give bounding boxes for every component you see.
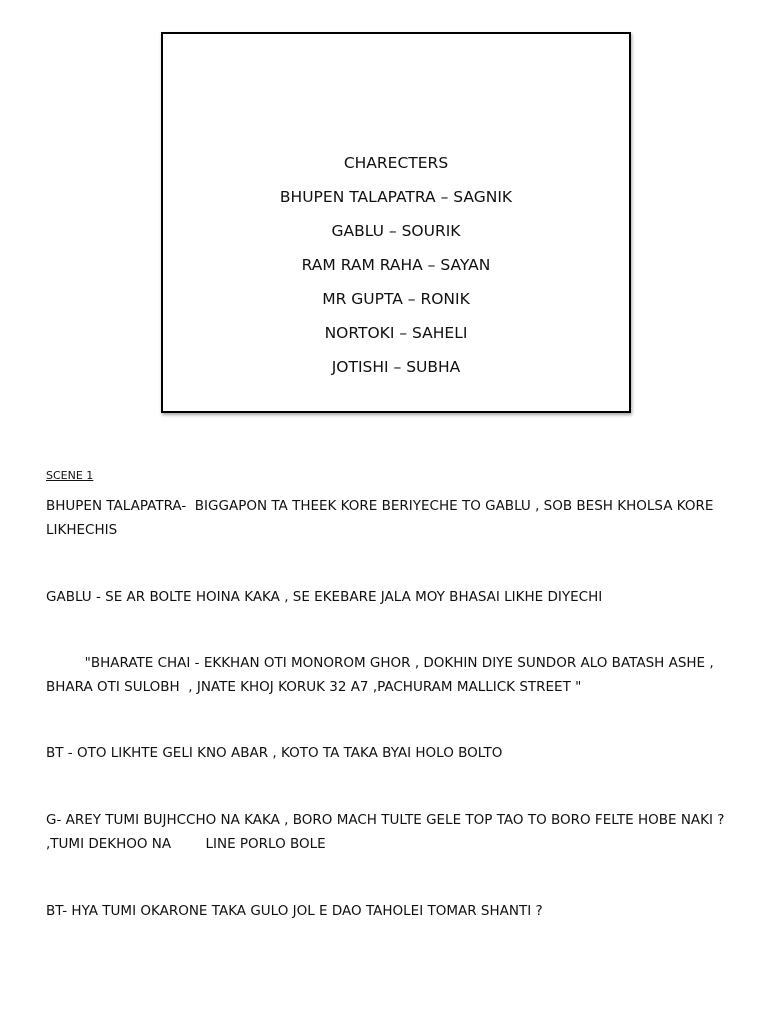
- characters-list: [163, 146, 629, 384]
- character-entry: RAM RAM RAHA – SAYAN: [301, 256, 491, 274]
- dialogue-paragraph: BT - OTO LIKHTE GELI KNO ABAR , KOTO TA TAKA BYAI HOLO BOLTO: [46, 745, 503, 761]
- dialogue-paragraph: G- AREY TUMI BUJHCCHO NA KAKA , BORO MACH TULTE GELE TOP TAO TO BORO FELTE HOBE NAKI ? ,TUMI DEKHOO NA LINE PORLO BOLE: [46, 812, 729, 852]
- characters-box: [161, 32, 631, 413]
- character-entry: JOTISHI – SUBHA: [331, 358, 461, 376]
- scene-heading: SCENE 1: [46, 469, 94, 482]
- character-entry: MR GUPTA – RONIK: [322, 290, 470, 308]
- character-entry: NORTOKI – SAHELI: [324, 324, 468, 342]
- character-entry: GABLU – SOURIK: [331, 222, 461, 240]
- dialogue-paragraph: "BHARATE CHAI - EKKHAN OTI MONOROM GHOR , DOKHIN DIYE SUNDOR ALO BATASH ASHE , BHARA OTI SULOBH , JNATE KHOJ KORUK 32 A7 ,PACHURAM MALLICK STREET ": [46, 655, 718, 695]
- dialogue-paragraph: BT- HYA TUMI OKARONE TAKA GULO JOL E DAO TAHOLEI TOMAR SHANTI ?: [46, 903, 543, 919]
- script-body: [46, 466, 736, 923]
- dialogue-paragraph: GABLU - SE AR BOLTE HOINA KAKA , SE EKEBARE JALA MOY BHASAI LIKHE DIYECHI: [46, 589, 603, 605]
- dialogue-paragraph: BHUPEN TALAPATRA- BIGGAPON TA THEEK KORE BERIYECHE TO GABLU , SOB BESH KHOLSA KORE LIKHECHIS: [46, 498, 718, 538]
- characters-heading: CHARECTERS: [343, 154, 449, 172]
- character-entry: BHUPEN TALAPATRA – SAGNIK: [279, 188, 513, 206]
